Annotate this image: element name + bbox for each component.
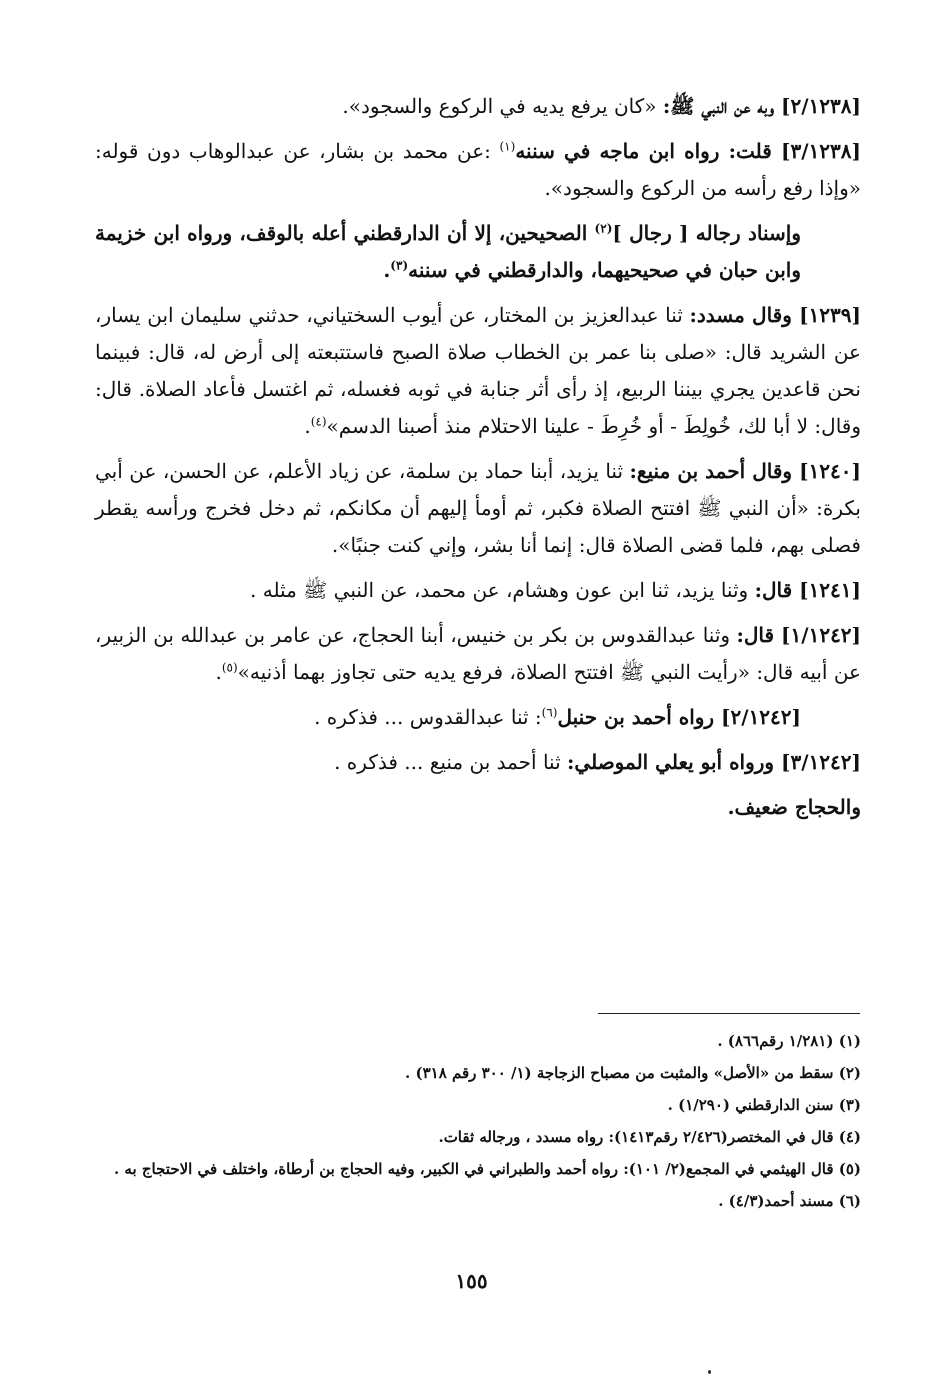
footnote-4: (٤) قال في المختصر(٢/٤٢٦ رقم١٤١٣): رواه مسدد ، ورجاله ثقات. bbox=[438, 1128, 861, 1146]
paragraph-1242-2 bbox=[95, 699, 861, 736]
paragraph-1240 bbox=[95, 453, 861, 564]
hadith-ref: [١٢٣٩] وقال مسدد: bbox=[689, 303, 861, 327]
hadith-text: «كان يرفع يديه في الركوع والسجود». bbox=[342, 94, 663, 118]
footnote-2: (٢) سقط من «الأصل» والمثبت من مصباح الزجاجة (١/ ٣٠٠ رقم ٣١٨) . bbox=[405, 1064, 861, 1082]
scan-speck bbox=[708, 1370, 711, 1374]
paragraph-1239 bbox=[95, 297, 861, 445]
footnote-marker: (٤) bbox=[310, 414, 327, 429]
note-text: الصحيحين، إلا أن الدارقطني أعله بالوقف، ورواه ابن خزيمة وابن حبان في صحيحيهما، والدارقطني في سننه bbox=[95, 221, 801, 282]
footnote-divider bbox=[598, 1013, 860, 1014]
hadith-ref: [٣/١٢٤٢] ورواه أبو يعلي الموصلي: bbox=[567, 750, 861, 774]
hadith-text: ثنا عبدالعزيز بن المختار، عن أيوب السختياني، حدثني سليمان ابن يسار، عن الشريد قال: «صلى بنا عمر بن الخطاب صلاة الصبح فاستتبعته إلى أرض له، قال: فبينما نحن قاعدين يجري بيننا الربيع، إذ رأى أثر جنابة في ثوبه فغسله، ثم اغتسل فأعاد الصلاة. قال: وقال: لا أبا لك، خُولِطَ - أو خُرِطَ - علينا الاحتلام منذ أصبنا الدسم» bbox=[95, 303, 861, 438]
footnote-5: (٥) قال الهيثمي في المجمع(٢/ ١٠١): رواه أحمد والطبراني في الكبير، وفيه الحجاج بن أرطاة، واختلف في الاحتجاج به . bbox=[113, 1160, 861, 1178]
hadith-text: وثنا يزيد، ثنا ابن عون وهشام، عن محمد، عن النبي ﷺ مثله . bbox=[250, 578, 755, 602]
page-number: ١٥٥ bbox=[455, 1269, 488, 1293]
footnote-marker: (٣) bbox=[390, 258, 409, 273]
hadith-text: وثنا عبدالقدوس بن بكر بن خنيس، أبنا الحجاج، عن عامر بن عبدالله بن الزبير، عن أبيه قال: «رأيت النبي ﷺ افتتح الصلاة، فرفع يديه حتى تجاوز بهما أذنيه» bbox=[95, 623, 861, 684]
hadith-ref: [٣/١٢٣٨] قلت: رواه ابن ماجه في سننه bbox=[515, 139, 861, 163]
footnote-marker: (١) bbox=[499, 139, 516, 154]
paragraph-1242-1 bbox=[95, 617, 861, 691]
paragraph-1238-3 bbox=[95, 133, 861, 207]
hadith-tail: . bbox=[215, 660, 222, 684]
hadith-ref: [١٢٤١] قال: bbox=[754, 578, 861, 602]
hadith-text: :عن محمد بن بشار، عن عبدالوهاب دون قوله: «وإذا رفع رأسه من الركوع والسجود». bbox=[95, 139, 861, 200]
hadith-ref: [٢/١٢٤٢] رواه أحمد بن حنبل bbox=[557, 705, 801, 729]
paragraph-isnad-note bbox=[95, 215, 861, 289]
footnotes bbox=[95, 1025, 861, 1217]
hadith-ref: [١/١٢٤٢] قال: bbox=[736, 623, 862, 647]
main-text bbox=[95, 88, 861, 834]
hadith-ref: [١٢٤٠] وقال أحمد بن منيع: bbox=[629, 459, 861, 483]
grading-text: والحجاج ضعيف. bbox=[727, 795, 861, 819]
paragraph-1242-3 bbox=[95, 744, 861, 781]
hadith-ref: [٢/١٢٣٨] وبه عن النبي ﷺ: bbox=[662, 94, 861, 118]
hadith-text: ثنا أحمد بن منيع ... فذكره . bbox=[334, 750, 568, 774]
hadith-tail: . bbox=[304, 414, 311, 438]
note-text: وإسناد رجاله [ رجال ] bbox=[612, 221, 801, 245]
paragraph-1238-2 bbox=[95, 88, 861, 125]
footnote-3: (٣) سنن الدارقطني (١/٢٩٠) . bbox=[667, 1096, 861, 1114]
note-tail: . bbox=[383, 258, 391, 282]
hadith-text: : ثنا عبدالقدوس ... فذكره . bbox=[314, 705, 542, 729]
footnote-1: (١) (١/٢٨١ رقم٨٦٦) . bbox=[717, 1032, 861, 1050]
footnote-6: (٦) مسند أحمد(٤/٣) . bbox=[718, 1192, 861, 1210]
paragraph-grading bbox=[95, 789, 861, 826]
footnote-marker: (٥) bbox=[221, 660, 238, 675]
paragraph-1241 bbox=[95, 572, 861, 609]
footnote-marker: (٢) bbox=[594, 221, 613, 236]
footnote-marker: (٦) bbox=[541, 705, 558, 720]
hadith-text: ثنا يزيد، أبنا حماد بن سلمة، عن زياد الأعلم، عن الحسن، عن أبي بكرة: «أن النبي ﷺ افتتح الصلاة فكبر، ثم أومأ إليهم أن مكانكم، ثم دخل فخرج ورأسه يقطر فصلى بهم، فلما قضى الصلاة قال: إنما أنا بشر، وإني كنت جنبًا». bbox=[95, 459, 861, 557]
